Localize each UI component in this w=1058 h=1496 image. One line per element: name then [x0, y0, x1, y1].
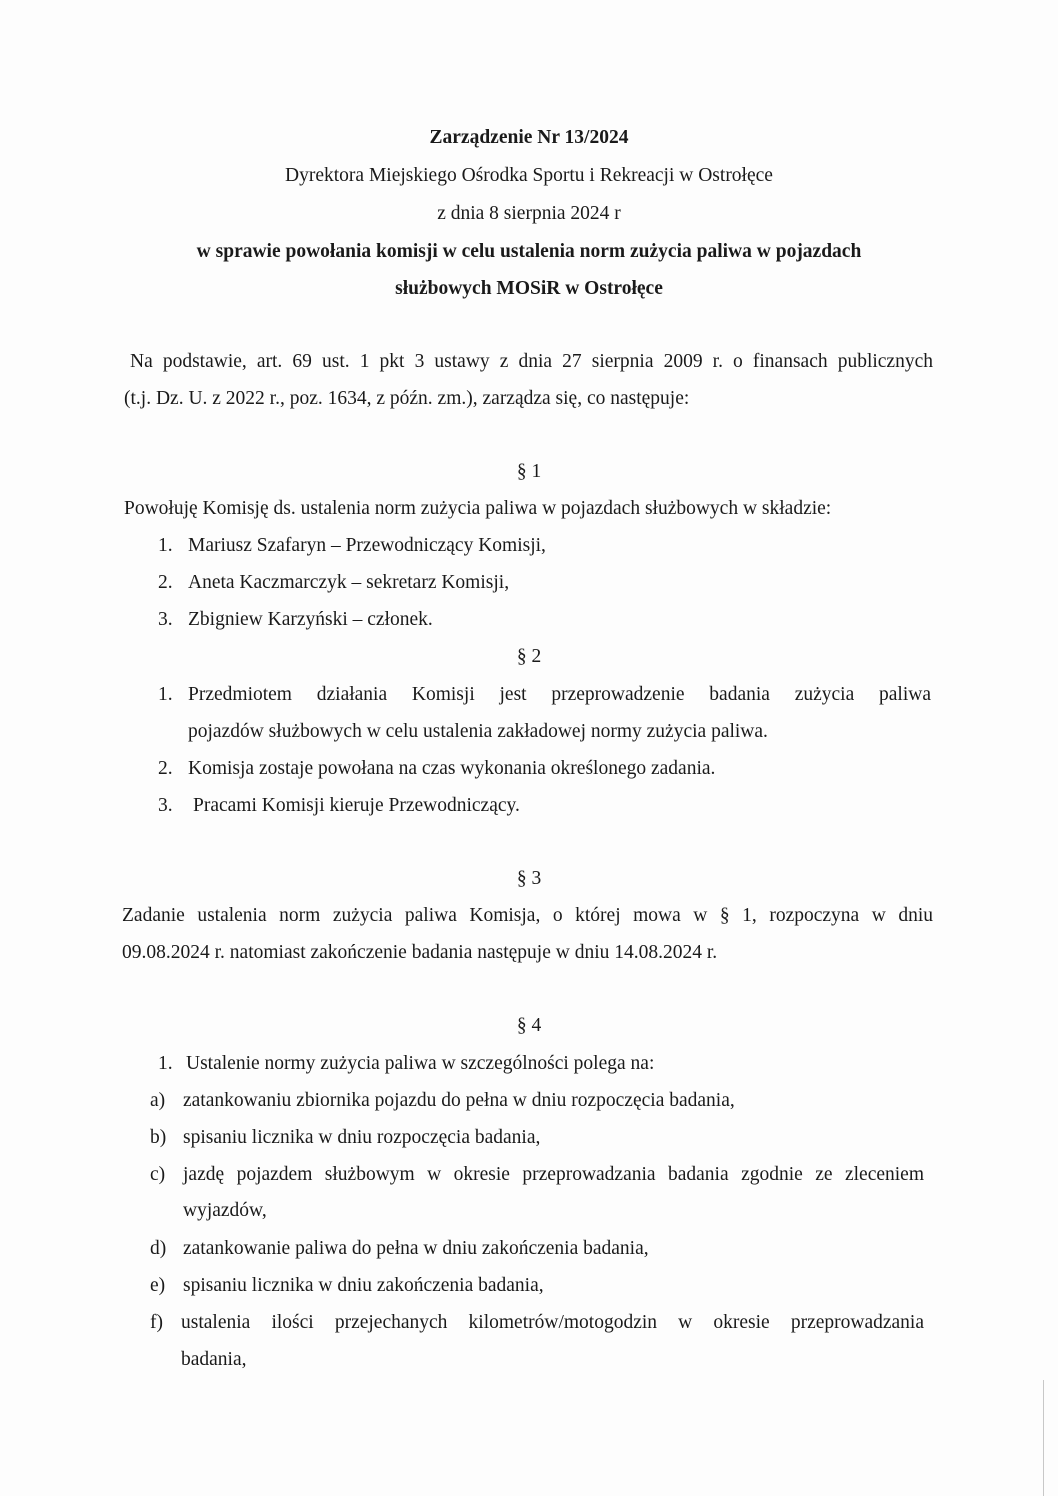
list-item: zatankowaniu zbiornika pojazdu do pełna w dniu rozpoczęcia badania, — [183, 1090, 735, 1111]
list-item: spisaniu licznika w dniu rozpoczęcia badania, — [183, 1127, 541, 1148]
list-item-number: 3. — [158, 609, 173, 630]
document-subject-line-2: służbowych MOSiR w Ostrołęce — [395, 278, 663, 299]
list-item-number: 3. — [158, 795, 173, 816]
section-3-heading: § 3 — [516, 868, 542, 889]
list-item-letter: b) — [150, 1127, 167, 1148]
list-item: ustalenia ilości przejechanych kilometrów/motogodzin w okresie przeprowadzania — [181, 1312, 924, 1333]
list-item: Aneta Kaczmarczyk – sekretarz Komisji, — [188, 572, 510, 593]
list-item-number: 2. — [158, 758, 173, 779]
list-item: Zbigniew Karzyński – członek. — [188, 609, 433, 630]
list-item-continuation: badania, — [181, 1349, 247, 1370]
list-item-letter: f) — [150, 1312, 163, 1333]
list-item-continuation: pojazdów służbowych w celu ustalenia zakładowej normy zużycia paliwa. — [188, 721, 768, 742]
list-item: Mariusz Szafaryn – Przewodniczący Komisji, — [188, 535, 546, 556]
list-item-number: 1. — [158, 1053, 173, 1074]
list-item-letter: d) — [150, 1238, 167, 1259]
list-item-number: 2. — [158, 572, 173, 593]
document-subject-line-1: w sprawie powołania komisji w celu ustalenia norm zużycia paliwa w pojazdach — [196, 241, 862, 262]
section-1-heading: § 1 — [516, 461, 542, 482]
list-item-letter: c) — [150, 1164, 166, 1185]
section-3-line-2: 09.08.2024 r. natomiast zakończenie badania następuje w dniu 14.08.2024 r. — [122, 942, 718, 963]
document-date: z dnia 8 sierpnia 2024 r — [437, 203, 621, 224]
list-item-letter: a) — [150, 1090, 166, 1111]
list-item-number: 1. — [158, 684, 173, 705]
list-item-continuation: wyjazdów, — [183, 1200, 267, 1221]
document-issuer: Dyrektora Miejskiego Ośrodka Sportu i Rekreacji w Ostrołęce — [285, 165, 773, 186]
preamble-line-1: Na podstawie, art. 69 ust. 1 pkt 3 ustawy z dnia 27 sierpnia 2009 r. o finansach publicznych — [130, 351, 933, 372]
section-4-heading: § 4 — [516, 1015, 542, 1036]
list-item: Komisja zostaje powołana na czas wykonania określonego zadania. — [188, 758, 716, 779]
list-item: spisaniu licznika w dniu zakończenia badania, — [183, 1275, 544, 1296]
scan-edge-line — [1043, 1380, 1044, 1496]
list-item: jazdę pojazdem służbowym w okresie przeprowadzania badania zgodnie ze zleceniem — [183, 1164, 924, 1185]
document-title: Zarządzenie Nr 13/2024 — [429, 127, 629, 148]
list-item: zatankowanie paliwa do pełna w dniu zakończenia badania, — [183, 1238, 649, 1259]
section-1-intro: Powołuję Komisję ds. ustalenia norm zużycia paliwa w pojazdach służbowych w składzie: — [124, 498, 832, 519]
list-item-number: 1. — [158, 535, 173, 556]
section-3-line-1: Zadanie ustalenia norm zużycia paliwa Komisja, o której mowa w § 1, rozpoczyna w dniu — [122, 905, 933, 926]
list-item: Pracami Komisji kieruje Przewodniczący. — [193, 795, 520, 816]
list-item: Przedmiotem działania Komisji jest przeprowadzenie badania zużycia paliwa — [188, 684, 931, 705]
list-item-letter: e) — [150, 1275, 166, 1296]
section-4-intro: Ustalenie normy zużycia paliwa w szczególności polega na: — [186, 1053, 655, 1074]
preamble-line-2: (t.j. Dz. U. z 2022 r., poz. 1634, z późn. zm.), zarządza się, co następuje: — [124, 388, 690, 409]
section-2-heading: § 2 — [516, 646, 542, 667]
